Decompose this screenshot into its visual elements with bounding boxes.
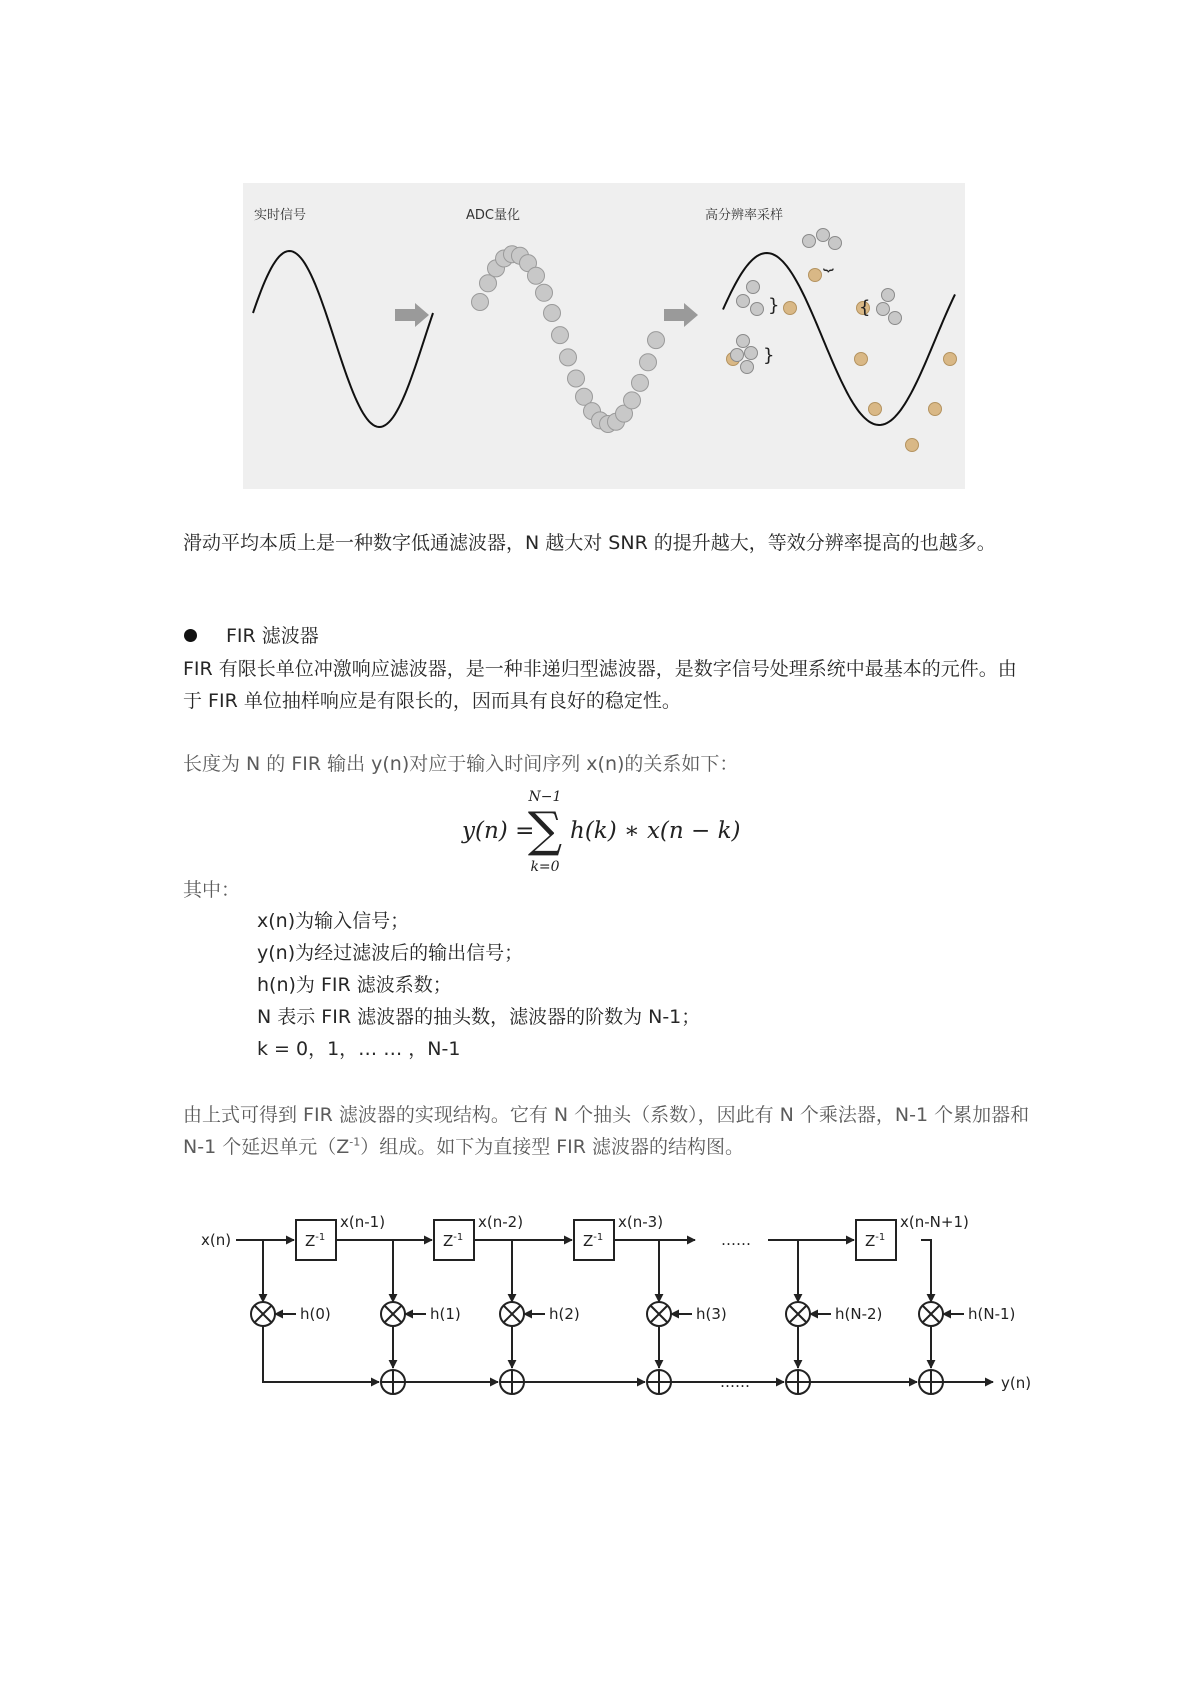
oversample-bead xyxy=(803,235,816,248)
quantized-bead xyxy=(528,267,545,284)
product-line xyxy=(263,1326,379,1382)
formula-lhs: y(n) = xyxy=(462,818,535,844)
bullet-icon xyxy=(184,629,197,642)
paragraph-fir-intro: FIR 有限长单位冲激响应滤波器，是一种非递归型滤波器，是数字信号处理系统中最基本的元件。由于 FIR 单位抽样响应是有限长的，因而具有良好的稳定性。 xyxy=(183,658,1017,712)
adder-icon xyxy=(500,1370,524,1394)
delay-exponent: -1 xyxy=(875,1232,886,1243)
definition-list xyxy=(257,905,700,1065)
oversample-bead xyxy=(829,237,842,250)
delayed-signal-label: x(n-3) xyxy=(618,1213,664,1231)
delay-label xyxy=(443,1232,463,1250)
label-adc-quantization: ADC量化 xyxy=(466,208,520,223)
coefficient-label: h(N-1) xyxy=(968,1305,1016,1323)
quantized-bead xyxy=(624,392,641,409)
chain-ellipsis: …… xyxy=(721,1231,751,1249)
sum-lower-limit: k=0 xyxy=(530,859,560,875)
paragraph-moving-average: 滑动平均本质上是一种数字低通滤波器，N 越大对 SNR 的提升越大，等效分辨率提高的也越多。 xyxy=(183,532,996,554)
sum-ellipsis: …… xyxy=(720,1373,750,1391)
arrow-right-icon xyxy=(395,303,429,327)
output-label: y(n) xyxy=(1001,1374,1032,1392)
oversample-bead xyxy=(747,281,760,294)
quantized-bead xyxy=(640,354,657,371)
brace-mark: } xyxy=(768,295,780,316)
quantized-bead xyxy=(480,275,497,292)
coefficient-label: h(2) xyxy=(549,1305,580,1323)
list-item: x(n)为输入信号； xyxy=(257,910,410,932)
delay-exponent: -1 xyxy=(453,1232,464,1243)
oversample-bead xyxy=(741,361,754,374)
adc-sampling-illustration xyxy=(243,183,965,489)
multiplier-icon xyxy=(919,1302,943,1326)
coefficient-label: h(3) xyxy=(696,1305,727,1323)
adc-quantized-beads xyxy=(472,246,665,433)
fir-sum-equation xyxy=(460,786,760,876)
oversample-bead xyxy=(882,289,895,302)
adder-icon xyxy=(919,1370,943,1394)
multiplier-icon xyxy=(786,1302,810,1326)
list-item: h(n)为 FIR 滤波系数； xyxy=(257,974,452,996)
fir-structure-diagram xyxy=(193,1207,1043,1417)
oversample-clusters xyxy=(731,229,902,374)
multiplier-icon xyxy=(381,1302,405,1326)
quantized-bead xyxy=(472,294,489,311)
coefficient-label: h(N-2) xyxy=(835,1305,883,1323)
adder-icon xyxy=(647,1370,671,1394)
label-realtime-signal: 实时信号 xyxy=(254,208,307,223)
multiplier-icon xyxy=(500,1302,524,1326)
oversample-bead xyxy=(737,295,750,308)
quantized-bead xyxy=(552,327,569,344)
summation-symbol: ∑ xyxy=(527,802,563,858)
formula-rhs: h(k) ∗ x(n − k) xyxy=(570,818,741,844)
delay-symbol: Z xyxy=(305,1232,316,1250)
sample-point xyxy=(944,353,957,366)
sample-point xyxy=(809,269,822,282)
sample-point xyxy=(906,439,919,452)
coefficient-label: h(0) xyxy=(300,1305,331,1323)
delayed-signal-label: x(n-N+1) xyxy=(900,1213,969,1231)
adc-sampling-figure xyxy=(243,183,965,489)
quantized-bead xyxy=(632,374,649,391)
multiplier-icon xyxy=(647,1302,671,1326)
oversample-bead xyxy=(817,229,830,242)
paragraph-fir-structure-b: ）组成。如下为直接型 FIR 滤波器的结构图。 xyxy=(360,1136,745,1158)
quantized-bead xyxy=(536,284,553,301)
sum-upper-limit: N−1 xyxy=(528,789,562,805)
delayed-signal-label: x(n-2) xyxy=(478,1213,524,1231)
paragraph-fir-structure-a: 由上式可得到 FIR 滤波器的实现结构。它有 N 个抽头（系数），因此有 N 个乘法器，N-1 个累加器和 N-1 个延迟单元（Z xyxy=(183,1104,1030,1158)
realtime-sine-wave xyxy=(253,251,433,427)
label-high-resolution-sampling: 高分辨率采样 xyxy=(705,208,784,223)
oversample-bead xyxy=(889,312,902,325)
multiplier-icon xyxy=(251,1302,275,1326)
list-item: N 表示 FIR 滤波器的抽头数，滤波器的阶数为 N-1； xyxy=(257,1006,701,1028)
sample-point xyxy=(929,403,942,416)
sample-point xyxy=(855,353,868,366)
oversample-bead xyxy=(745,347,758,360)
oversample-bead xyxy=(737,335,750,348)
delay-symbol: Z xyxy=(865,1232,876,1250)
fir-block-diagram xyxy=(193,1207,1043,1417)
quantized-bead xyxy=(568,370,585,387)
sine-curve xyxy=(253,251,433,427)
sample-point xyxy=(869,403,882,416)
paragraph-fir-structure xyxy=(183,1099,1033,1163)
delay-label xyxy=(305,1232,325,1250)
quantized-bead xyxy=(544,305,561,322)
arrow-right-icon xyxy=(664,303,698,327)
delayed-signal-label: x(n-1) xyxy=(340,1213,386,1231)
oversample-bead xyxy=(731,349,744,362)
delay-symbol: Z xyxy=(583,1232,594,1250)
paragraph-fir-relation: 长度为 N 的 FIR 输出 y(n)对应于输入时间序列 x(n)的关系如下： xyxy=(183,753,739,775)
tap-line xyxy=(921,1240,931,1302)
label-where: 其中： xyxy=(183,879,241,901)
sine-curve xyxy=(723,253,955,425)
delay-exponent: -1 xyxy=(593,1232,604,1243)
quantized-bead xyxy=(648,332,665,349)
adder-icon xyxy=(381,1370,405,1394)
oversample-bead xyxy=(877,303,890,316)
delay-label xyxy=(583,1232,603,1250)
list-item: k = 0，1，… … ，N-1 xyxy=(257,1038,461,1060)
sample-point xyxy=(784,302,797,315)
section-title-fir: FIR 滤波器 xyxy=(226,625,319,647)
quantized-bead xyxy=(560,349,577,366)
fir-formula xyxy=(460,786,760,876)
list-item: y(n)为经过滤波后的输出信号； xyxy=(257,942,524,964)
brace-mark: } xyxy=(763,345,775,366)
brace-mark: ⏟ xyxy=(823,251,834,272)
delay-exponent: -1 xyxy=(315,1232,326,1243)
input-label: x(n) xyxy=(201,1231,232,1249)
brace-mark: { xyxy=(859,297,871,318)
adder-icon xyxy=(786,1370,810,1394)
oversample-bead xyxy=(751,303,764,316)
coefficient-label: h(1) xyxy=(430,1305,461,1323)
superscript-minus-one: -1 xyxy=(349,1135,361,1149)
delay-symbol: Z xyxy=(443,1232,454,1250)
delay-label xyxy=(865,1232,885,1250)
